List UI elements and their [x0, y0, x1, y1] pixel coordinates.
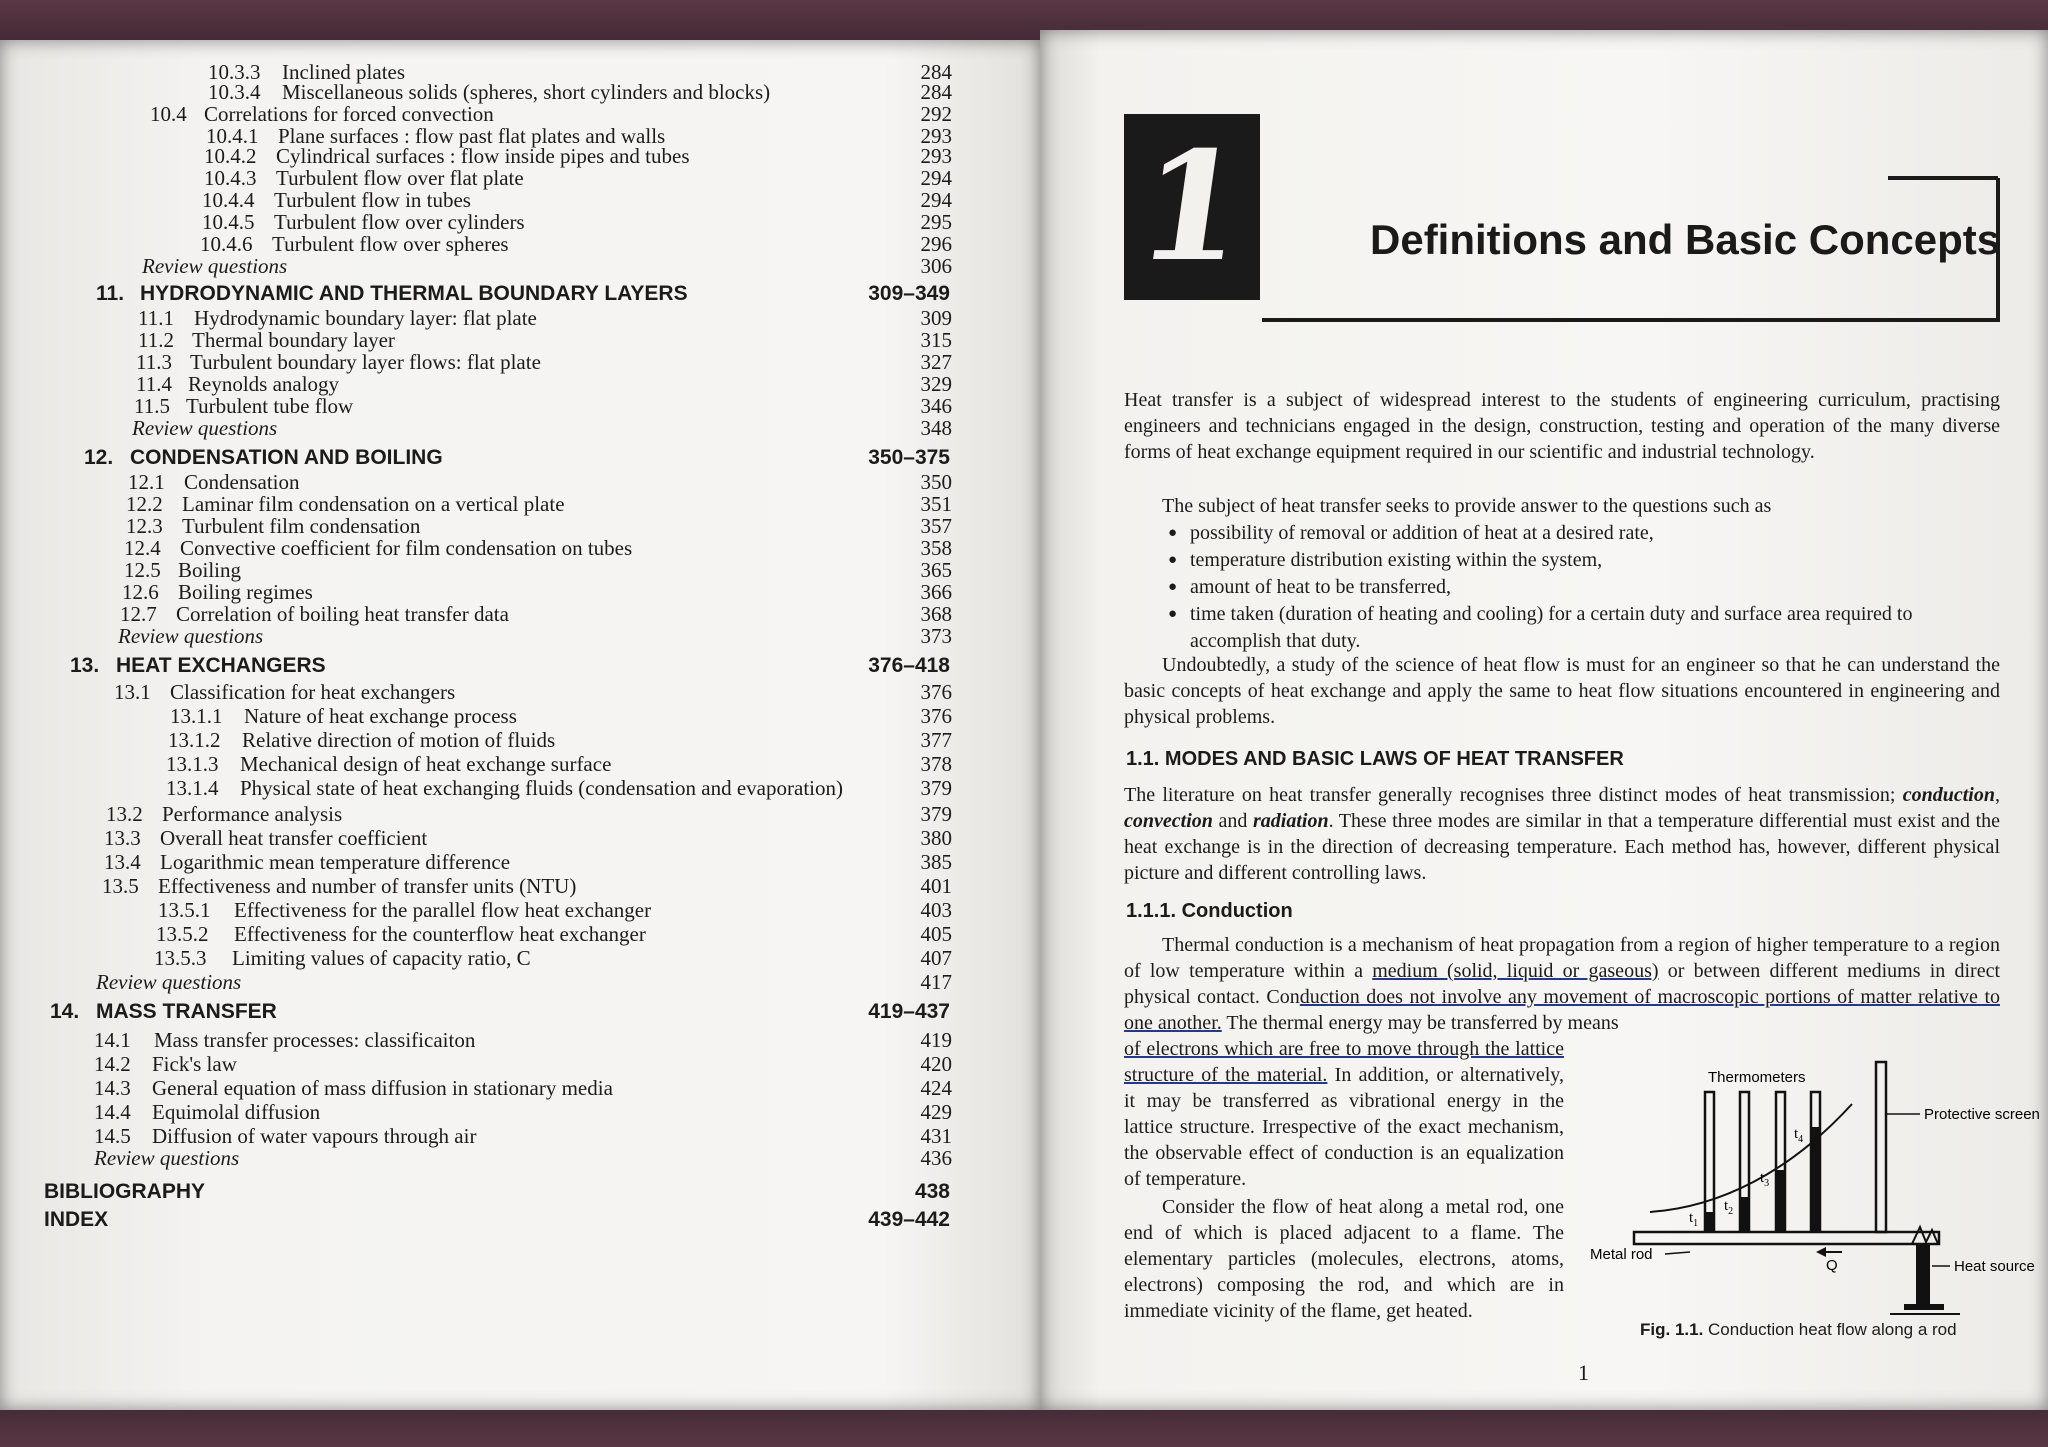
- heat-flow-arrowhead: [1816, 1247, 1826, 1257]
- bullet-item: ● time taken (duration of heating and cooling) for a certain duty and surface area required to accomplish that duty.: [1168, 601, 2008, 655]
- toc-page-number: 377: [920, 728, 952, 752]
- metal-rod: [1634, 1232, 1939, 1244]
- modes-text-1: The literature on heat transfer generally recognises three distinct modes of heat transmission;: [1124, 784, 1896, 806]
- toc-entry-title: Mechanical design of heat exchange surface: [240, 752, 612, 776]
- toc-entry-title: Reynolds analogy: [188, 372, 340, 396]
- toc-entry-number: 13.5.1: [158, 898, 211, 922]
- toc-page-number: 407: [920, 946, 952, 970]
- left-page-contents: [0, 40, 1040, 1410]
- toc-entry-title: Correlations for forced convection: [204, 102, 494, 126]
- toc-page-number: 348: [920, 416, 952, 440]
- protective-screen-post: [1876, 1062, 1886, 1232]
- toc-entry-title: Plane surfaces : flow past flat plates and walls: [278, 124, 666, 148]
- toc-entry-number: 13.1.4: [166, 776, 219, 800]
- toc-entry-title: Limiting values of capacity ratio, C: [232, 946, 531, 970]
- toc-page-number: 380: [920, 826, 952, 850]
- toc-review-questions: Review questions: [96, 970, 242, 994]
- cond-text-g: In addition, or alternatively, it may be transferred as vibrational energy in the lattice structure. Irrespective of the exact mechanism, the observable effect of conduction is an equalization of temperature.: [1124, 1064, 1564, 1190]
- toc-entry-number: 13.5.2: [156, 922, 209, 946]
- toc-page-range: 419–437: [868, 1000, 950, 1023]
- figure-caption-text: Conduction heat flow along a rod: [1708, 1320, 1957, 1339]
- toc-entry-number: 11.2: [138, 328, 174, 352]
- toc-entry-number: 10.4.2: [204, 144, 257, 168]
- bullet-item: ● possibility of removal or addition of heat at a desired rate,: [1168, 520, 2008, 547]
- toc-entry-number: 10.4.5: [202, 210, 255, 234]
- toc-entry-title: Turbulent boundary layer flows: flat plate: [190, 350, 541, 374]
- heat-source-stand: [1916, 1244, 1930, 1306]
- toc-page-number: 436: [920, 1146, 952, 1170]
- toc-entry-number: 14.2: [94, 1052, 131, 1076]
- toc-page-range: 439–442: [868, 1208, 950, 1231]
- toc-chapter-title: HYDRODYNAMIC AND THERMAL BOUNDARY LAYERS: [140, 282, 688, 305]
- heat-source-base: [1904, 1304, 1944, 1310]
- toc-entry-title: Turbulent flow over spheres: [272, 232, 509, 256]
- toc-page-range: 438: [914, 1180, 950, 1203]
- question-bullets: [1168, 520, 2008, 655]
- toc-entry-number: 11.3: [136, 350, 172, 374]
- cond-text-e: The thermal energy may be transferred by means: [1226, 1012, 1619, 1034]
- toc-entry-title: Equimolal diffusion: [152, 1100, 321, 1124]
- modes-comma: ,: [1995, 784, 2000, 806]
- toc-entry-title: Overall heat transfer coefficient: [160, 826, 428, 850]
- leader-rod: [1665, 1252, 1690, 1254]
- questions-lead: The subject of heat transfer seeks to provide answer to the questions such as: [1162, 495, 1772, 517]
- chapter-title: Definitions and Basic Concepts: [1370, 216, 2001, 263]
- toc-page-range: 376–418: [868, 654, 950, 677]
- modes-text-2: . These three modes are similar in that a temperature differential must exist and the heat exchange is in the direction of decreasing temperature. Each method has, however, different physical picture and different controlling laws.: [1124, 810, 2000, 884]
- toc-entry-title: Relative direction of motion of fluids: [242, 728, 556, 752]
- toc-page-number: 350: [920, 470, 952, 494]
- toc-entry-title: Turbulent flow over cylinders: [274, 210, 525, 234]
- toc-entry-title: Classification for heat exchangers: [170, 680, 456, 704]
- label-q: Q: [1826, 1257, 1838, 1274]
- toc-review-questions: Review questions: [94, 1146, 240, 1170]
- cond-text-a: Thermal conduction is a mechanism of heat propagation from a region of higher temperature to a region of low temperature within a: [1124, 934, 2000, 982]
- toc-page-number: 365: [920, 558, 952, 582]
- toc-entry-title: Performance analysis: [162, 802, 343, 826]
- thermometers-group: [1705, 1092, 1820, 1230]
- figure-caption-label: Fig. 1.1.: [1640, 1320, 1704, 1339]
- toc-backmatter-title: BIBLIOGRAPHY: [44, 1180, 206, 1203]
- toc-entry-number: 12.: [84, 446, 114, 469]
- toc-entry-title: Correlation of boiling heat transfer data: [176, 602, 509, 626]
- toc-page-number: 295: [920, 210, 952, 234]
- cond-text-c: or between different mediums in direct physical contact. Con: [1124, 960, 2000, 1008]
- toc-page-number: 405: [920, 922, 952, 946]
- toc-entry-number: 12.6: [122, 580, 159, 604]
- toc-entry-title: Diffusion of water vapours through air: [152, 1124, 477, 1148]
- toc-entry-number: 11.: [96, 282, 125, 305]
- cond-underlined-medium: medium (solid, liquid or gaseous): [1372, 960, 1659, 982]
- term-radiation: radiation: [1252, 810, 1329, 832]
- toc-page-number: 358: [920, 536, 952, 560]
- toc-page-number: 293: [920, 124, 952, 148]
- label-t1: $t_1$: [1689, 1210, 1699, 1229]
- bullet-item: ● amount of heat to be transferred,: [1168, 574, 2008, 601]
- intro-paragraph: Heat transfer is a subject of widespread interest to the students of engineering curriculum, practising engineers and technicians engaged in the design, construction, testing and operation of the many diverse forms of heat exchange equipment required in our scientific and industrial technology.: [1124, 389, 2000, 463]
- toc-page-number: 373: [920, 624, 952, 648]
- toc-entry-number: 13.1.2: [168, 728, 221, 752]
- modes-paragraph: [1124, 782, 2000, 886]
- toc-entry-number: 14.4: [94, 1100, 131, 1124]
- section-heading-1-1-1: 1.1.1. Conduction: [1126, 900, 1293, 922]
- conduction-paragraph-top: [1124, 932, 2000, 1036]
- toc-page-number: 315: [920, 328, 952, 352]
- toc-entry-number: 12.3: [126, 514, 163, 538]
- toc-page-number: 376: [920, 704, 952, 728]
- label-t4: $t_4$: [1794, 1126, 1804, 1145]
- toc-entry-number: 11.1: [138, 306, 174, 330]
- term-conduction: conduction: [1902, 784, 1995, 806]
- toc-entry-number: 13.3: [104, 826, 141, 850]
- toc-page-number: 284: [920, 80, 952, 104]
- toc-entry-number: 14.1: [94, 1028, 131, 1052]
- toc-entry-number: 13.: [70, 654, 100, 677]
- toc-entry-title: Fick's law: [152, 1052, 237, 1076]
- toc-page-number: 378: [920, 752, 952, 776]
- toc-page-number: 401: [920, 874, 952, 898]
- toc-entry-title: Effectiveness for the counterflow heat exchanger: [234, 922, 646, 946]
- toc-entry-title: Miscellaneous solids (spheres, short cylinders and blocks): [282, 80, 771, 104]
- toc-entry-number: 13.1.3: [166, 752, 219, 776]
- toc-entry-title: Turbulent flow in tubes: [274, 188, 471, 212]
- toc-page-range: 309–349: [868, 282, 950, 305]
- label-t2: $t_2$: [1724, 1198, 1734, 1217]
- flame-icon: [1912, 1227, 1938, 1244]
- toc-entry-title: Condensation: [184, 470, 300, 494]
- section-heading-1-1: 1.1. MODES AND BASIC LAWS OF HEAT TRANSFER: [1126, 748, 1624, 770]
- toc-entry-title: Nature of heat exchange process: [244, 704, 517, 728]
- toc-page-number: 346: [920, 394, 952, 418]
- toc-entry-number: 12.5: [124, 558, 161, 582]
- title-frame-top: [1888, 176, 1998, 180]
- thermometer-1: [1705, 1092, 1714, 1230]
- toc-entry-title: Boiling regimes: [178, 580, 313, 604]
- toc-review-questions: Review questions: [142, 254, 288, 278]
- toc-page-number: 357: [920, 514, 952, 538]
- toc-page-number: 351: [920, 492, 952, 516]
- toc-page-number: 376: [920, 680, 952, 704]
- toc-page-number: 424: [920, 1076, 952, 1100]
- toc-page-number: 429: [920, 1100, 952, 1124]
- toc-entry-number: 13.4: [104, 850, 141, 874]
- toc-page-number: 293: [920, 144, 952, 168]
- toc-entry-number: 10.3.4: [208, 80, 261, 104]
- label-t3: $t_3$: [1760, 1170, 1770, 1189]
- cond-underlined-movement: duction does not involve any movement of macroscopic portions of matter relative to one another.: [1124, 986, 2000, 1034]
- toc-entry-title: Inclined plates: [282, 60, 406, 84]
- toc-entry-number: 12.1: [128, 470, 165, 494]
- toc-entry-number: 10.4.3: [204, 166, 257, 190]
- toc-entry-number: 13.5: [102, 874, 139, 898]
- toc-entry-number: 13.1: [114, 680, 151, 704]
- toc-entry-title: Cylindrical surfaces : flow inside pipes and tubes: [276, 144, 690, 168]
- toc-entry-title: Turbulent flow over flat plate: [276, 166, 524, 190]
- term-convection: convection: [1124, 810, 1213, 832]
- toc-entry-title: Turbulent tube flow: [186, 394, 354, 418]
- toc-page-range: 350–375: [868, 446, 950, 469]
- consider-paragraph: Consider the flow of heat along a metal rod, one end of which is placed adjacent to a flame. The elementary particles (molecules, electrons, atoms, electrons) composing the rod, and which are in immediate vicinity of the flame, get heated.: [1124, 1196, 1564, 1322]
- toc-entry-number: 13.2: [106, 802, 143, 826]
- label-protective-screen: Protective screen: [1924, 1106, 2040, 1123]
- toc-entry-number: 10.4.4: [202, 188, 255, 212]
- bullet-item: ● temperature distribution existing within the system,: [1168, 547, 2008, 574]
- toc-page-number: 296: [920, 232, 952, 256]
- conduction-paragraph-left: [1124, 1036, 1564, 1192]
- undoubtedly-paragraph: Undoubtedly, a study of the science of heat flow is must for an engineer so that he can understand the basic concepts of heat exchange and apply the same to heat flow situations encountered in engineering and physical problems.: [1124, 654, 2000, 728]
- toc-page-number: 294: [920, 166, 952, 190]
- thermometer-2-fill: [1740, 1197, 1749, 1230]
- toc-page-number: 327: [920, 350, 952, 374]
- conduction-figure: [1590, 1042, 2040, 1347]
- toc-entry-number: 12.7: [120, 602, 157, 626]
- right-page-chapter: [1040, 30, 2048, 1410]
- toc-entry-title: Turbulent film condensation: [182, 514, 421, 538]
- toc-entry-number: 11.5: [134, 394, 170, 418]
- toc-page-number: 292: [920, 102, 952, 126]
- toc-page-number: 431: [920, 1124, 952, 1148]
- toc-page-number: 417: [920, 970, 952, 994]
- toc-page-number: 419: [920, 1028, 952, 1052]
- toc-entry-number: 14.: [50, 1000, 80, 1023]
- label-heat-source: Heat source: [1954, 1258, 2035, 1275]
- toc-page-number: 294: [920, 188, 952, 212]
- toc-entry-title: Logarithmic mean temperature difference: [160, 850, 511, 874]
- toc-entry-number: 12.4: [124, 536, 161, 560]
- toc-entry-title: Laminar film condensation on a vertical plate: [182, 492, 565, 516]
- toc-page-number: 309: [920, 306, 952, 330]
- toc-chapter-title: CONDENSATION AND BOILING: [130, 446, 443, 469]
- toc-entry-number: 10.4.6: [200, 232, 253, 256]
- toc-page-number: 368: [920, 602, 952, 626]
- toc-review-questions: Review questions: [132, 416, 278, 440]
- toc-entry-title: Boiling: [178, 558, 242, 582]
- toc-page-number: 385: [920, 850, 952, 874]
- toc-entry-title: Physical state of heat exchanging fluids (condensation and evaporation): [240, 776, 843, 800]
- toc-entry-title: Effectiveness for the parallel flow heat exchanger: [234, 898, 652, 922]
- toc-entry-number: 10.3.3: [208, 60, 261, 84]
- toc-entry-number: 10.4.1: [206, 124, 259, 148]
- toc-entry-number: 12.2: [126, 492, 163, 516]
- toc-entry-title: Convective coefficient for film condensation on tubes: [180, 536, 633, 560]
- toc-entry-title: Hydrodynamic boundary layer: flat plate: [194, 306, 537, 330]
- label-thermometers: Thermometers: [1708, 1069, 1806, 1086]
- toc-page-number: 284: [920, 60, 952, 84]
- toc-backmatter-title: INDEX: [44, 1208, 109, 1231]
- toc: [0, 40, 1040, 1410]
- thermometer-3-fill: [1776, 1170, 1785, 1230]
- toc-page-number: 366: [920, 580, 952, 604]
- toc-entry-number: 14.5: [94, 1124, 131, 1148]
- toc-entry-number: 13.1.1: [170, 704, 223, 728]
- chapter-number: 1: [1127, 119, 1257, 295]
- toc-page-number: 403: [920, 898, 952, 922]
- toc-entry-number: 11.4: [136, 372, 172, 396]
- label-metal-rod: Metal rod: [1590, 1246, 1653, 1263]
- thermometer-1-fill: [1705, 1212, 1714, 1230]
- toc-entry-title: General equation of mass diffusion in stationary media: [152, 1076, 613, 1100]
- toc-page-number: 329: [920, 372, 952, 396]
- toc-page-number: 306: [920, 254, 952, 278]
- toc-entry-number: 10.4: [150, 102, 187, 126]
- toc-chapter-title: MASS TRANSFER: [96, 1000, 277, 1023]
- toc-review-questions: Review questions: [118, 624, 264, 648]
- toc-entry-title: Effectiveness and number of transfer units (NTU): [158, 874, 577, 898]
- toc-page-number: 379: [920, 776, 952, 800]
- toc-page-number: 379: [920, 802, 952, 826]
- chapter-number-box: [1124, 114, 1260, 300]
- toc-page-number: 420: [920, 1052, 952, 1076]
- figure-caption: [1640, 1320, 1957, 1340]
- toc-entry-number: 13.5.3: [154, 946, 207, 970]
- toc-entry-title: Mass transfer processes: classificaiton: [154, 1028, 476, 1052]
- page-number: 1: [1578, 1360, 1589, 1385]
- toc-entry-number: 14.3: [94, 1076, 131, 1100]
- cond-underlined-electrons: of electrons which are free to move through the lattice structure of the material.: [1124, 1038, 1564, 1086]
- modes-and: and: [1218, 810, 1248, 832]
- toc-entry-title: Thermal boundary layer: [192, 328, 395, 352]
- temperature-curve: [1650, 1104, 1852, 1212]
- toc-chapter-title: HEAT EXCHANGERS: [116, 654, 326, 677]
